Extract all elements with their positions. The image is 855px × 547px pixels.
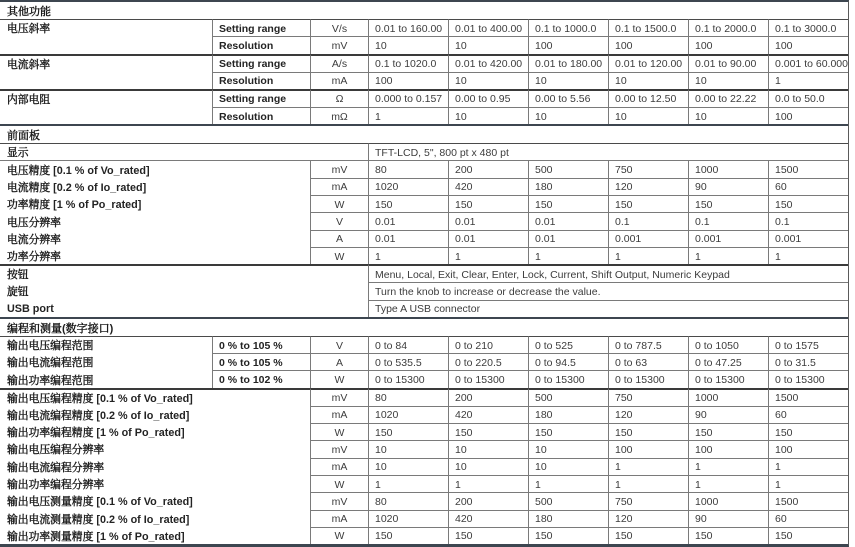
value-cell: 1 bbox=[768, 475, 848, 492]
table-row bbox=[0, 475, 848, 492]
value-cell: 1 bbox=[448, 475, 528, 492]
row-label: 输出电压编程精度 [0.1 % of Vo_rated] bbox=[0, 388, 310, 406]
value-cell: 150 bbox=[688, 195, 768, 212]
value-cell: 10 bbox=[528, 107, 608, 124]
value-cell: 0.01 bbox=[368, 212, 448, 229]
unit-cell: mV bbox=[310, 36, 368, 53]
table-row bbox=[0, 230, 848, 247]
table-row bbox=[0, 492, 848, 509]
value-cell: 150 bbox=[768, 527, 848, 544]
value-cell: 0 to 15300 bbox=[368, 370, 448, 387]
row-sublabel: 0 % to 102 % bbox=[212, 370, 310, 387]
value-cell: 1020 bbox=[368, 510, 448, 527]
table-row bbox=[0, 212, 848, 229]
value-cell: 0.1 bbox=[608, 212, 688, 229]
table-row bbox=[0, 282, 848, 299]
value-cell: 0.000 to 0.157 bbox=[368, 89, 448, 107]
value-cell: 10 bbox=[448, 440, 528, 457]
value-cell: Type A USB connector bbox=[368, 300, 848, 317]
unit-cell: W bbox=[310, 527, 368, 544]
value-cell: 0 to 210 bbox=[448, 336, 528, 353]
row-label: 功率精度 [1 % of Po_rated] bbox=[7, 199, 142, 212]
value-cell: 10 bbox=[608, 107, 688, 124]
value-cell: 10 bbox=[368, 36, 448, 53]
value-cell: 120 bbox=[608, 406, 688, 423]
value-cell: 0.01 to 90.00 bbox=[688, 54, 768, 72]
value-cell: 1 bbox=[768, 458, 848, 475]
value-cell: 0 to 15300 bbox=[608, 370, 688, 387]
row-label: 输出功率测量精度 [1 % of Po_rated] bbox=[7, 530, 185, 543]
value-cell: 0.001 bbox=[768, 230, 848, 247]
value-cell: 150 bbox=[528, 423, 608, 440]
value-cell: 0.01 bbox=[528, 212, 608, 229]
value-cell: 0.1 to 1020.0 bbox=[368, 54, 448, 72]
table-row bbox=[0, 195, 848, 212]
value-cell: 1500 bbox=[768, 388, 848, 406]
row-label: 电压精度 [0.1 % of Vo_rated] bbox=[0, 160, 310, 177]
value-cell: 1 bbox=[608, 247, 688, 264]
value-cell: 0.001 bbox=[688, 230, 768, 247]
value-cell: 1500 bbox=[768, 492, 848, 509]
value-cell: 150 bbox=[448, 195, 528, 212]
row-sublabel: 0 % to 105 % bbox=[212, 336, 310, 353]
value-cell: 100 bbox=[528, 36, 608, 53]
table-row bbox=[0, 54, 848, 72]
value-cell: 1020 bbox=[368, 406, 448, 423]
row-sublabel: Resolution bbox=[212, 107, 310, 124]
value-cell: 750 bbox=[608, 388, 688, 406]
value-cell: 0.001 to 60.000 bbox=[768, 54, 848, 72]
value-cell: 1 bbox=[768, 72, 848, 89]
value-cell: 10 bbox=[688, 107, 768, 124]
row-label: 按钮 bbox=[0, 264, 368, 282]
value-cell: 80 bbox=[368, 160, 448, 177]
value-cell: 1 bbox=[608, 458, 688, 475]
value-cell: 1 bbox=[768, 247, 848, 264]
value-cell: 0.1 to 2000.0 bbox=[688, 19, 768, 36]
value-cell: 0.01 to 400.00 bbox=[448, 19, 528, 36]
value-cell: 100 bbox=[768, 107, 848, 124]
value-cell: 100 bbox=[768, 440, 848, 457]
value-cell: 150 bbox=[528, 527, 608, 544]
value-cell: 500 bbox=[528, 492, 608, 509]
row-label: 输出功率编程精度 [1 % of Po_rated] bbox=[7, 427, 185, 440]
table-row bbox=[0, 143, 848, 160]
value-cell: 150 bbox=[368, 423, 448, 440]
value-cell: 1020 bbox=[368, 178, 448, 195]
table-row bbox=[0, 406, 848, 423]
value-cell: 0 to 1050 bbox=[688, 336, 768, 353]
value-cell: 10 bbox=[608, 72, 688, 89]
value-cell: 150 bbox=[608, 527, 688, 544]
value-cell: 0.01 bbox=[448, 212, 528, 229]
unit-cell: A bbox=[310, 230, 368, 247]
value-cell: 10 bbox=[448, 458, 528, 475]
table-row bbox=[0, 370, 848, 387]
table-row bbox=[0, 107, 848, 124]
value-cell: 0 to 84 bbox=[368, 336, 448, 353]
value-cell: 200 bbox=[448, 160, 528, 177]
row-label: 电压斜率 bbox=[0, 19, 212, 36]
value-cell: 1500 bbox=[768, 160, 848, 177]
value-cell: 420 bbox=[448, 178, 528, 195]
value-cell: 750 bbox=[608, 492, 688, 509]
section-row bbox=[0, 2, 848, 19]
value-cell: 0.00 to 0.95 bbox=[448, 89, 528, 107]
row-sublabel: Resolution bbox=[212, 72, 310, 89]
table-row bbox=[0, 178, 848, 195]
value-cell: 1 bbox=[448, 247, 528, 264]
row-label: 输出电流编程范围 bbox=[7, 357, 94, 370]
value-cell: 0 to 787.5 bbox=[608, 336, 688, 353]
row-label: 电流精度 [0.2 % of Io_rated] bbox=[7, 181, 147, 194]
value-cell: 60 bbox=[768, 510, 848, 527]
value-cell: 200 bbox=[448, 492, 528, 509]
unit-cell: A bbox=[310, 353, 368, 370]
value-cell: 0.1 to 1500.0 bbox=[608, 19, 688, 36]
value-cell: 80 bbox=[368, 388, 448, 406]
table-row bbox=[0, 36, 848, 53]
row-label: 输出功率编程范围 bbox=[7, 374, 94, 387]
row-label bbox=[0, 107, 212, 124]
row-label: 电流斜率 bbox=[0, 54, 212, 72]
value-cell: 0.01 bbox=[368, 230, 448, 247]
table-row bbox=[0, 89, 848, 107]
table-row bbox=[0, 423, 848, 440]
value-cell: 1000 bbox=[688, 160, 768, 177]
row-label: 显示 bbox=[0, 143, 368, 160]
value-cell: 1 bbox=[608, 475, 688, 492]
unit-cell: W bbox=[310, 475, 368, 492]
value-cell: 0.00 to 22.22 bbox=[688, 89, 768, 107]
value-cell: 150 bbox=[528, 195, 608, 212]
row-label: USB port bbox=[7, 303, 54, 316]
row-label: 功率分辨率 bbox=[7, 251, 61, 264]
row-sublabel: Resolution bbox=[212, 36, 310, 53]
value-cell: 0.01 to 180.00 bbox=[528, 54, 608, 72]
table-row bbox=[0, 72, 848, 89]
table-row bbox=[0, 353, 848, 370]
unit-cell: W bbox=[310, 247, 368, 264]
value-cell: 0 to 94.5 bbox=[528, 353, 608, 370]
value-cell: 1 bbox=[528, 475, 608, 492]
unit-cell: W bbox=[310, 370, 368, 387]
value-cell: 90 bbox=[688, 510, 768, 527]
row-label: 电压分辨率 bbox=[7, 216, 61, 229]
table-row bbox=[0, 160, 848, 177]
row-label: 旋钮 bbox=[7, 286, 29, 299]
value-cell: 1 bbox=[368, 475, 448, 492]
row-label bbox=[0, 72, 212, 89]
unit-cell: mΩ bbox=[310, 107, 368, 124]
value-cell: 1 bbox=[688, 458, 768, 475]
value-cell: 750 bbox=[608, 160, 688, 177]
value-cell: 90 bbox=[688, 406, 768, 423]
value-cell: 1000 bbox=[688, 388, 768, 406]
value-cell: 0 to 15300 bbox=[528, 370, 608, 387]
value-cell: 0.1 to 1000.0 bbox=[528, 19, 608, 36]
unit-cell: Ω bbox=[310, 89, 368, 107]
value-cell: 60 bbox=[768, 406, 848, 423]
value-cell: 150 bbox=[608, 423, 688, 440]
value-cell: 0 to 47.25 bbox=[688, 353, 768, 370]
unit-cell: mA bbox=[310, 72, 368, 89]
row-sublabel: Setting range bbox=[212, 19, 310, 36]
unit-cell: mA bbox=[310, 510, 368, 527]
value-cell: 150 bbox=[368, 527, 448, 544]
row-label: 内部电阻 bbox=[0, 89, 212, 107]
value-cell: 0 to 63 bbox=[608, 353, 688, 370]
row-label: 输出功率编程分辨率 bbox=[7, 479, 105, 492]
unit-cell: mA bbox=[310, 406, 368, 423]
value-cell: 0 to 1575 bbox=[768, 336, 848, 353]
row-label: 电流分辨率 bbox=[7, 233, 61, 246]
section-row bbox=[0, 317, 848, 336]
value-cell: 10 bbox=[448, 36, 528, 53]
row-label: 输出电压编程范围 bbox=[0, 336, 212, 353]
value-cell: 180 bbox=[528, 510, 608, 527]
value-cell: 100 bbox=[368, 72, 448, 89]
row-label: 输出电流编程分辨率 bbox=[7, 461, 105, 474]
value-cell: 100 bbox=[608, 36, 688, 53]
value-cell: 10 bbox=[528, 440, 608, 457]
unit-cell: mV bbox=[310, 388, 368, 406]
value-cell: Menu, Local, Exit, Clear, Enter, Lock, Current, Shift Output, Numeric Keypad bbox=[368, 264, 848, 282]
value-cell: 120 bbox=[608, 510, 688, 527]
row-label: 输出电流测量精度 [0.2 % of Io_rated] bbox=[7, 513, 190, 526]
value-cell: 100 bbox=[688, 440, 768, 457]
value-cell: 80 bbox=[368, 492, 448, 509]
value-cell: 10 bbox=[448, 72, 528, 89]
value-cell: 1 bbox=[688, 247, 768, 264]
unit-cell: V bbox=[310, 212, 368, 229]
value-cell: 1 bbox=[368, 107, 448, 124]
value-cell: 10 bbox=[368, 440, 448, 457]
section-header: 其他功能 bbox=[7, 6, 51, 18]
value-cell: TFT-LCD, 5", 800 pt x 480 pt bbox=[368, 143, 848, 160]
section-header: 编程和测量(数字接口) bbox=[0, 317, 848, 336]
table-row bbox=[0, 300, 848, 317]
value-cell: 150 bbox=[608, 195, 688, 212]
unit-cell: W bbox=[310, 423, 368, 440]
unit-cell: V/s bbox=[310, 19, 368, 36]
value-cell: 120 bbox=[608, 178, 688, 195]
value-cell: 10 bbox=[368, 458, 448, 475]
value-cell: 0.1 to 3000.0 bbox=[768, 19, 848, 36]
value-cell: 1 bbox=[528, 247, 608, 264]
value-cell: 150 bbox=[448, 527, 528, 544]
value-cell: 0.01 to 420.00 bbox=[448, 54, 528, 72]
table-row bbox=[0, 336, 848, 353]
value-cell: 0.1 bbox=[688, 212, 768, 229]
row-sublabel: Setting range bbox=[212, 54, 310, 72]
value-cell: Turn the knob to increase or decrease the value. bbox=[368, 282, 848, 299]
value-cell: 1 bbox=[688, 475, 768, 492]
unit-cell: mV bbox=[310, 492, 368, 509]
value-cell: 150 bbox=[448, 423, 528, 440]
value-cell: 150 bbox=[688, 423, 768, 440]
value-cell: 0 to 31.5 bbox=[768, 353, 848, 370]
value-cell: 500 bbox=[528, 388, 608, 406]
value-cell: 10 bbox=[528, 458, 608, 475]
table-row bbox=[0, 510, 848, 527]
value-cell: 0.01 to 120.00 bbox=[608, 54, 688, 72]
table-row bbox=[0, 388, 848, 406]
value-cell: 100 bbox=[608, 440, 688, 457]
value-cell: 180 bbox=[528, 406, 608, 423]
value-cell: 0 to 15300 bbox=[448, 370, 528, 387]
value-cell: 500 bbox=[528, 160, 608, 177]
value-cell: 0 to 220.5 bbox=[448, 353, 528, 370]
value-cell: 0.00 to 5.56 bbox=[528, 89, 608, 107]
unit-cell: V bbox=[310, 336, 368, 353]
value-cell: 0.1 bbox=[768, 212, 848, 229]
value-cell: 1 bbox=[368, 247, 448, 264]
value-cell: 100 bbox=[688, 36, 768, 53]
table-row bbox=[0, 527, 848, 544]
value-cell: 10 bbox=[528, 72, 608, 89]
value-cell: 90 bbox=[688, 178, 768, 195]
value-cell: 0 to 15300 bbox=[688, 370, 768, 387]
value-cell: 10 bbox=[448, 107, 528, 124]
value-cell: 1000 bbox=[688, 492, 768, 509]
table-row bbox=[0, 19, 848, 36]
row-sublabel: 0 % to 105 % bbox=[212, 353, 310, 370]
value-cell: 0.01 bbox=[448, 230, 528, 247]
unit-cell: W bbox=[310, 195, 368, 212]
row-label: 输出电流编程精度 [0.2 % of Io_rated] bbox=[7, 409, 190, 422]
table-row bbox=[0, 264, 848, 282]
value-cell: 150 bbox=[368, 195, 448, 212]
value-cell: 0 to 525 bbox=[528, 336, 608, 353]
value-cell: 0.0 to 50.0 bbox=[768, 89, 848, 107]
value-cell: 100 bbox=[768, 36, 848, 53]
unit-cell: mV bbox=[310, 160, 368, 177]
table-row bbox=[0, 458, 848, 475]
unit-cell: mA bbox=[310, 458, 368, 475]
unit-cell: mV bbox=[310, 440, 368, 457]
unit-cell: A/s bbox=[310, 54, 368, 72]
row-label: 输出电压编程分辨率 bbox=[7, 444, 105, 457]
unit-cell: mA bbox=[310, 178, 368, 195]
value-cell: 0.01 to 160.00 bbox=[368, 19, 448, 36]
table-row bbox=[0, 247, 848, 264]
value-cell: 0.01 bbox=[528, 230, 608, 247]
row-label bbox=[0, 36, 212, 53]
value-cell: 420 bbox=[448, 406, 528, 423]
row-label: 输出电压测量精度 [0.1 % of Vo_rated] bbox=[7, 496, 193, 509]
row-sublabel: Setting range bbox=[212, 89, 310, 107]
value-cell: 150 bbox=[768, 195, 848, 212]
value-cell: 0 to 535.5 bbox=[368, 353, 448, 370]
section-header: 前面板 bbox=[0, 124, 848, 143]
value-cell: 180 bbox=[528, 178, 608, 195]
value-cell: 150 bbox=[768, 423, 848, 440]
value-cell: 0.00 to 12.50 bbox=[608, 89, 688, 107]
section-row bbox=[0, 124, 848, 143]
value-cell: 60 bbox=[768, 178, 848, 195]
value-cell: 10 bbox=[688, 72, 768, 89]
table-row bbox=[0, 440, 848, 457]
value-cell: 200 bbox=[448, 388, 528, 406]
value-cell: 420 bbox=[448, 510, 528, 527]
value-cell: 0 to 15300 bbox=[768, 370, 848, 387]
value-cell: 0.001 bbox=[608, 230, 688, 247]
value-cell: 150 bbox=[688, 527, 768, 544]
